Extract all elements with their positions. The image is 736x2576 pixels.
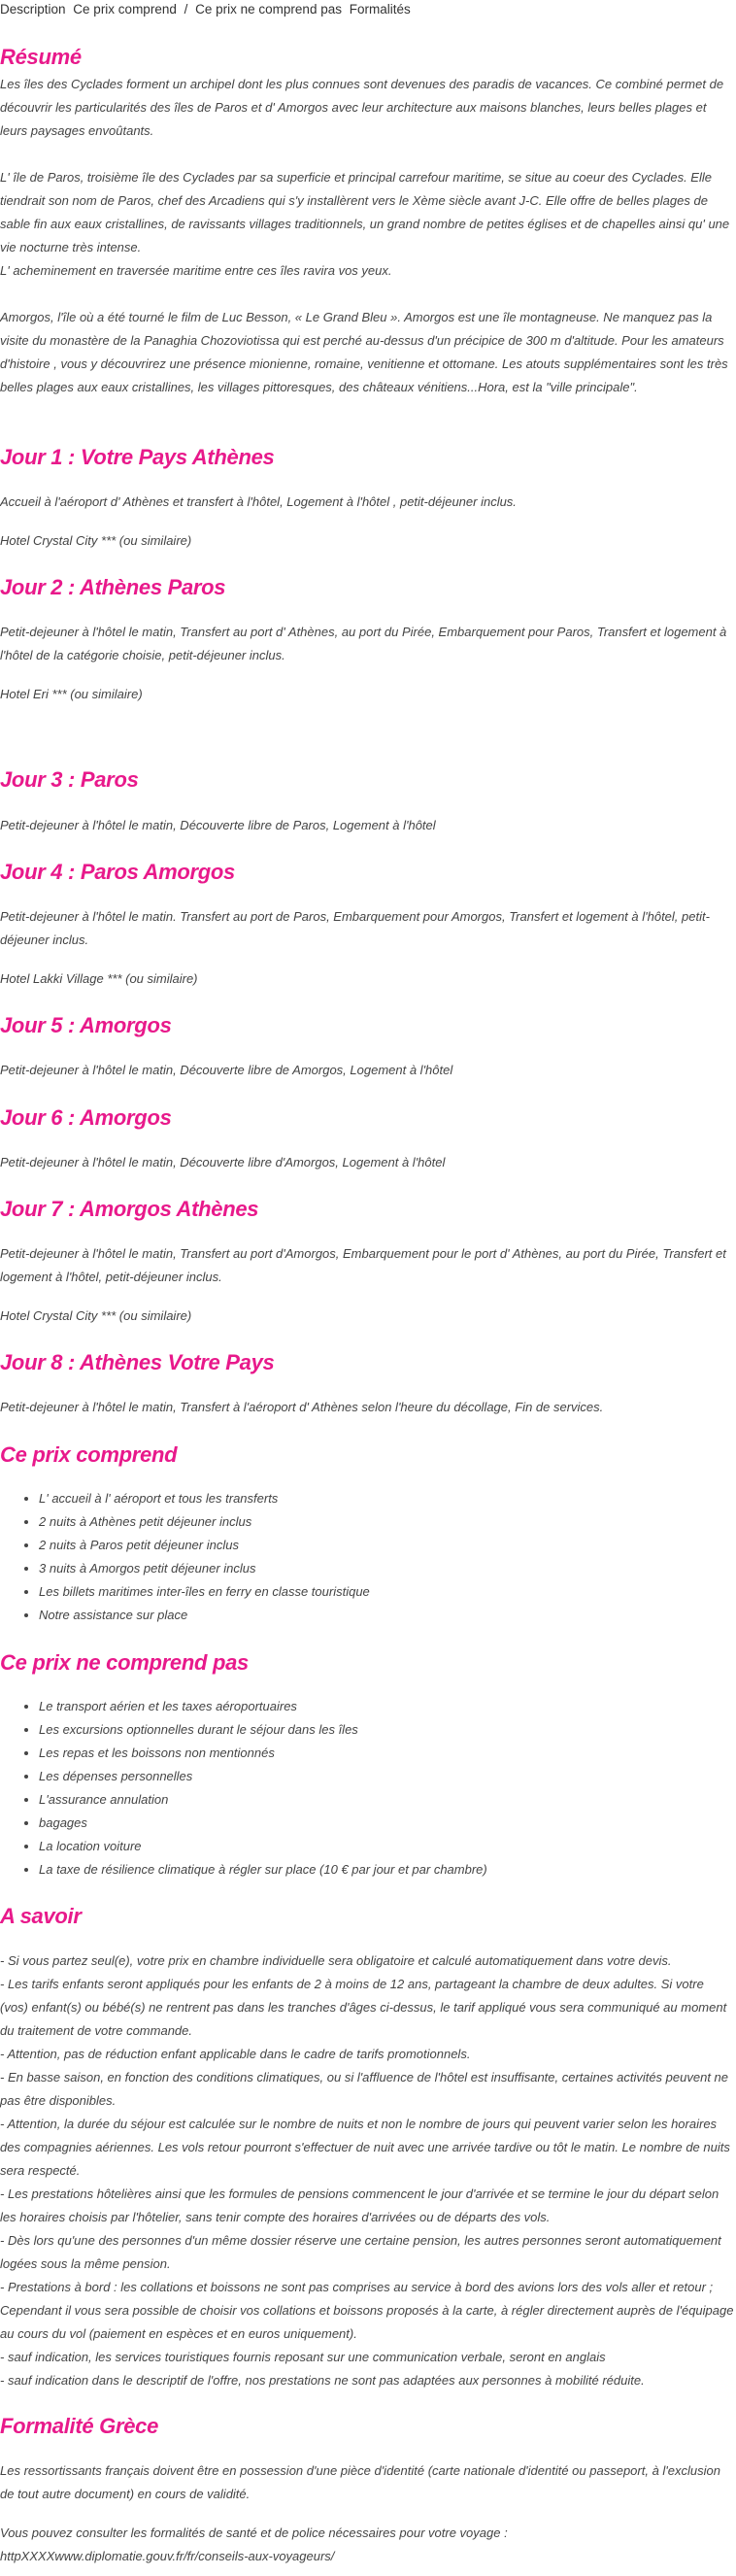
- savoir-title: A savoir: [0, 1904, 82, 1928]
- day-body: [0, 1151, 734, 1174]
- day-hotel: Hotel Crystal City *** (ou similaire): [0, 533, 192, 548]
- day-body: [0, 1242, 734, 1328]
- formalite-title: Formalité Grèce: [0, 2414, 159, 2438]
- day-body: [0, 905, 734, 991]
- day-title: Jour 2 : Athènes Paros: [0, 575, 226, 599]
- list-item: • Les dépenses personnelles: [39, 1765, 487, 1788]
- day-hotel: Hotel Eri *** (ou similaire): [0, 687, 143, 701]
- formalite-text: Vous pouvez consulter les formalités de santé et de police nécessaires pour votre voyage :: [0, 2525, 508, 2540]
- list-item: • Les billets maritimes inter-îles en ferry en classe touristique: [39, 1580, 370, 1604]
- formalite-body: [0, 2459, 734, 2568]
- day-text: Petit-dejeuner à l'hôtel le matin, Découverte libre de Amorgos, Logement à l'hôtel: [0, 1063, 453, 1077]
- day-body: [0, 1396, 734, 1419]
- comprend-list: [0, 1487, 370, 1627]
- day-body: [0, 1059, 734, 1082]
- savoir-body: [0, 1949, 734, 2392]
- day-text: Petit-dejeuner à l'hôtel le matin, Découverte libre d'Amorgos, Logement à l'hôtel: [0, 1155, 446, 1169]
- list-item: • Le transport aérien et les taxes aéroportuaires: [39, 1695, 487, 1718]
- list-item: • Les repas et les boissons non mentionnés: [39, 1742, 487, 1765]
- formalite-text: Les ressortissants français doivent être en possession d'une pièce d'identité (carte nationale d'identité ou passeport, à l'exclusion de tout autre document) en cours de validité.: [0, 2463, 720, 2501]
- day-title: Jour 7 : Amorgos Athènes: [0, 1197, 259, 1221]
- day-title: Jour 8 : Athènes Votre Pays: [0, 1350, 275, 1374]
- day-title: Jour 3 : Paros: [0, 767, 139, 792]
- day-text: Petit-dejeuner à l'hôtel le matin, Transfert à l'aéroport d' Athènes selon l'heure du décollage, Fin de services.: [0, 1400, 604, 1414]
- resume-paragraph: Les îles des Cyclades forment un archipel dont les plus connues sont devenues des paradis de vacances. Ce combiné permet de découvrir les particularités des îles de Paros et d' Amorgos avec leur architecture aux maisons blanches, leurs belles plages et leurs paysages envoûtants.: [0, 77, 724, 138]
- day-body: [0, 621, 734, 706]
- resume-title: Résumé: [0, 45, 82, 69]
- day-title: Jour 4 : Paros Amorgos: [0, 860, 235, 884]
- ne-comprend-list: [0, 1695, 487, 1881]
- list-item: • Les excursions optionnelles durant le séjour dans les îles: [39, 1718, 487, 1742]
- comprend-title: Ce prix comprend: [0, 1442, 178, 1467]
- day-text: Petit-dejeuner à l'hôtel le matin. Transfert au port de Paros, Embarquement pour Amorgos, Transfert et logement à l'hôtel, petit-déjeuner inclus.: [0, 909, 710, 947]
- list-item: • 2 nuits à Athènes petit déjeuner inclus: [39, 1510, 370, 1534]
- nav-formalites[interactable]: Formalités: [349, 2, 411, 17]
- day-hotel: Hotel Crystal City *** (ou similaire): [0, 1308, 192, 1323]
- list-item: • L' accueil à l' aéroport et tous les transferts: [39, 1487, 370, 1510]
- list-item: • La taxe de résilience climatique à régler sur place (10 € par jour et par chambre): [39, 1858, 487, 1881]
- day-title: Jour 5 : Amorgos: [0, 1013, 172, 1037]
- savoir-text: - Si vous partez seul(e), votre prix en chambre individuelle sera obligatoire et calculé automatiquement dans votre devis. - Les tarifs enfants seront appliqués pour les enfants de 2 à moins de 12 ans, partageant la chambre de deux adultes. Si votre (vos) enfant(s) ou bébé(s) ne rentrent pas dans les tranches d'âges ci-dessus, le tarif appliqué vous sera communiqué au moment du traitement de votre commande. - Attention, pas de réduction enfant applicable dans le cadre de tarifs promotionnels. - En basse saison, en fonction des conditions climatiques, ou si l'affluence de l'hôtel est insuffisante, certaines activités peuvent ne pas être disponibles. - Attention, la durée du séjour est calculée sur le nombre de nuits et non le nombre de jours qui peuvent varier selon les horaires des compagnies aériennes. Les vols retour pourront s'effectuer de nuit avec une arrivée tardive ou tôt le matin. Le nombre de nuits sera respecté. - Les prestations hôtelières ainsi que les formules de pensions commencent le jour d'arrivée et se termine le jour du départ selon les horaires choisis par l'hôtelier, sans tenir compte des horaires d'arrivées ou de départs des vols. - Dès lors qu'une des personnes d'un même dossier réserve une certaine pension, les autres personnes seront automatiquement logées sous la même pension. - Prestations à bord : les collations et boissons ne sont pas comprises au service à bord des avions lors des vols aller et retour ; Cependant il vous sera possible de choisir vos collations et boissons proposés à la carte, à régler directement auprès de l'équipage au cours du vol (paiement en espèces et en euros uniquement). - sauf indication, les services touristiques fournis reposant sur une communication verbale, seront en anglais - sauf indication dans le descriptif de l'offre, nos prestations ne sont pas adaptées aux personnes à mobilité réduite.: [0, 1953, 734, 2388]
- day-body: [0, 814, 734, 837]
- resume-paragraph: Amorgos, l'île où a été tourné le film de Luc Besson, « Le Grand Bleu ». Amorgos est une île montagneuse. Ne manquez pas la visite du monastère de la Panaghia Chozoviotissa qui est perché au-dessus d'un précipice de 300 m d'altitude. Pour les amateurs d'histoire , vous y découvrirez une présence mionienne, romaine, venitienne et ottomane. Les atouts supplémentaires sont les très belles plages aux eaux cristallines, les villages pittoresques, des châteaux vénitiens...Hora, est la "ville principale".: [0, 310, 728, 394]
- day-body: [0, 491, 734, 553]
- nav-description[interactable]: Description: [0, 2, 66, 17]
- day-hotel: Hotel Lakki Village *** (ou similaire): [0, 971, 198, 986]
- list-item: • 2 nuits à Paros petit déjeuner inclus: [39, 1534, 370, 1557]
- day-text: Petit-dejeuner à l'hôtel le matin, Transfert au port d'Amorgos, Embarquement pour le port d' Athènes, au port du Pirée, Transfert et logement à l'hôtel, petit-déjeuner inclus.: [0, 1246, 726, 1284]
- resume-text: [0, 73, 734, 399]
- ne-comprend-title: Ce prix ne comprend pas: [0, 1650, 249, 1675]
- day-text: Petit-dejeuner à l'hôtel le matin, Découverte libre de Paros, Logement à l'hôtel: [0, 818, 436, 832]
- list-item: • 3 nuits à Amorgos petit déjeuner inclus: [39, 1557, 370, 1580]
- nav-ne-comprend[interactable]: Ce prix ne comprend pas: [195, 2, 342, 17]
- list-item: • bagages: [39, 1812, 487, 1835]
- section-nav: [0, 2, 415, 17]
- day-title: Jour 1 : Votre Pays Athènes: [0, 445, 275, 469]
- day-text: Petit-dejeuner à l'hôtel le matin, Transfert au port d' Athènes, au port du Pirée, Embarquement pour Paros, Transfert et logement à l'hôtel de la catégorie choisie, petit-déjeuner inclus.: [0, 625, 727, 662]
- resume-paragraph: L' acheminement en traversée maritime entre ces îles ravira vos yeux.: [0, 263, 392, 278]
- resume-paragraph: L' île de Paros, troisième île des Cyclades par sa superficie et principal carrefour maritime, se situe au coeur des Cyclades. Elle tiendrait son nom de Paros, chef des Arcadiens qui s'y installèrent vers le Xème siècle avant J-C. Elle offre de belles plages de sable fin aux eaux cristallines, de ravissants villages traditionnels, un grand nombre de petites églises et de chapelles ainsi qu' une vie nocturne très intense.: [0, 170, 730, 254]
- day-text: Accueil à l'aéroport d' Athènes et transfert à l'hôtel, Logement à l'hôtel , petit-déjeuner inclus.: [0, 494, 517, 509]
- nav-separator: /: [184, 2, 188, 17]
- nav-comprend[interactable]: Ce prix comprend: [73, 2, 177, 17]
- list-item: • L'assurance annulation: [39, 1788, 487, 1812]
- day-title: Jour 6 : Amorgos: [0, 1105, 172, 1130]
- list-item: • La location voiture: [39, 1835, 487, 1858]
- formalite-link[interactable]: httpXXXXwww.diplomatie.gouv.fr/fr/conseils-aux-voyageurs/: [0, 2549, 335, 2563]
- list-item: • Notre assistance sur place: [39, 1604, 370, 1627]
